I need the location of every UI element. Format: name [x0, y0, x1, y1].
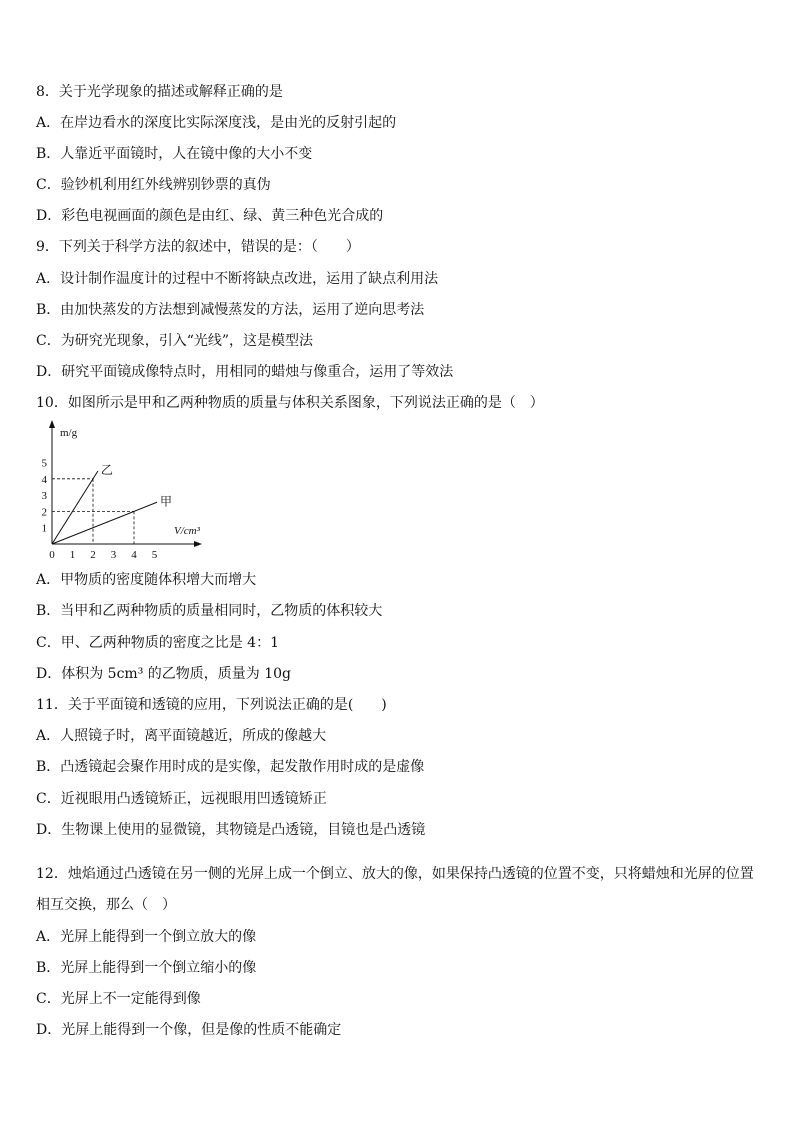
question-12-option-b: B．光屏上能得到一个倒立缩小的像 — [36, 960, 257, 976]
series-label: 乙 — [100, 462, 113, 477]
question-8-option-b: B．人靠近平面镜时，人在镜中像的大小不变 — [36, 146, 313, 162]
y-axis-label: m/g — [60, 427, 78, 439]
question-9-stem: 9．下列关于科学方法的叙述中，错误的是：（ ） — [36, 239, 360, 255]
series-line-jia — [52, 502, 157, 544]
question-11-option-d: D．生物课上使用的显微镜，其物镜是凸透镜，目镜也是凸透镜 — [36, 822, 426, 838]
question-11-option-b: B．凸透镜起会聚作用时成的是实像，起发散作用时成的是虚像 — [36, 759, 425, 775]
question-12-option-d: D．光屏上能得到一个像，但是像的性质不能确定 — [36, 1022, 342, 1038]
question-8-option-d: D．彩色电视画面的颜色是由红、绿、黄三种色光合成的 — [36, 208, 384, 224]
question-11-option-a: A．人照镜子时，离平面镜越近，所成的像越大 — [36, 728, 327, 744]
question-12-option-a: A．光屏上能得到一个倒立放大的像 — [36, 929, 257, 945]
question-8-option-c: C．验钞机利用红外线辨别钞票的真伪 — [36, 177, 271, 193]
question-10-option-b: B．当甲和乙两种物质的质量相同时，乙物质的体积较大 — [36, 603, 383, 619]
x-tick-label: 5 — [151, 549, 158, 561]
y-tick-label: 3 — [41, 490, 47, 503]
question-9-option-b: B．由加快蒸发的方法想到减慢蒸发的方法，运用了逆向思考法 — [36, 302, 425, 318]
question-10-stem: 10．如图所示是甲和乙两种物质的质量与体积关系图象，下列说法正确的是（ ） — [36, 395, 544, 411]
x-tick-label: 2 — [90, 549, 96, 561]
y-tick-label: 5 — [41, 457, 47, 470]
question-9-option-d: D．研究平面镜成像特点时，用相同的蜡烛与像重合，运用了等效法 — [36, 364, 454, 380]
question-8-option-a: A．在岸边看水的深度比实际深度浅，是由光的反射引起的 — [36, 115, 397, 131]
question-12-option-c: C．光屏上不一定能得到像 — [36, 991, 201, 1007]
x-tick-label: 3 — [110, 549, 117, 561]
y-axis-arrow — [49, 420, 55, 428]
y-tick-label: 2 — [41, 506, 47, 519]
question-8-stem: 8．关于光学现象的描述或解释正确的是 — [36, 84, 283, 100]
y-tick-label: 1 — [41, 522, 47, 535]
x-axis-arrow — [194, 541, 202, 547]
x-tick-label: 1 — [69, 549, 76, 561]
mass-volume-graph — [34, 420, 224, 565]
x-axis-label: V/cm³ — [174, 525, 200, 537]
question-10-option-c: C．甲、乙两种物质的密度之比是 4：1 — [36, 635, 279, 651]
question-10-option-a: A．甲物质的密度随体积增大而增大 — [36, 572, 257, 588]
x-tick-label: 4 — [131, 549, 137, 561]
series-label: 甲 — [159, 494, 172, 509]
x-tick-label: 0 — [49, 549, 55, 561]
question-11-option-c: C．近视眼用凸透镜矫正，远视眼用凹透镜矫正 — [36, 791, 327, 807]
question-9-option-a: A．设计制作温度计的过程中不断将缺点改进，运用了缺点利用法 — [36, 271, 439, 287]
question-12-stem-line-1: 12．烛焰通过凸透镜在另一侧的光屏上成一个倒立、放大的像，如果保持凸透镜的位置不变，只将蜡烛和光屏的位置 — [36, 866, 754, 882]
question-12-stem-line-2: 相互交换，那么（ ） — [36, 897, 176, 913]
series-line-yi — [52, 471, 98, 544]
question-9-option-c: C．为研究光现象，引入“光线”，这是模型法 — [36, 333, 314, 349]
question-10-option-d: D．体积为 5cm³ 的乙物质，质量为 10g — [36, 666, 291, 682]
y-tick-label: 4 — [41, 473, 47, 486]
question-11-stem: 11．关于平面镜和透镜的应用，下列说法正确的是( ) — [36, 697, 387, 713]
